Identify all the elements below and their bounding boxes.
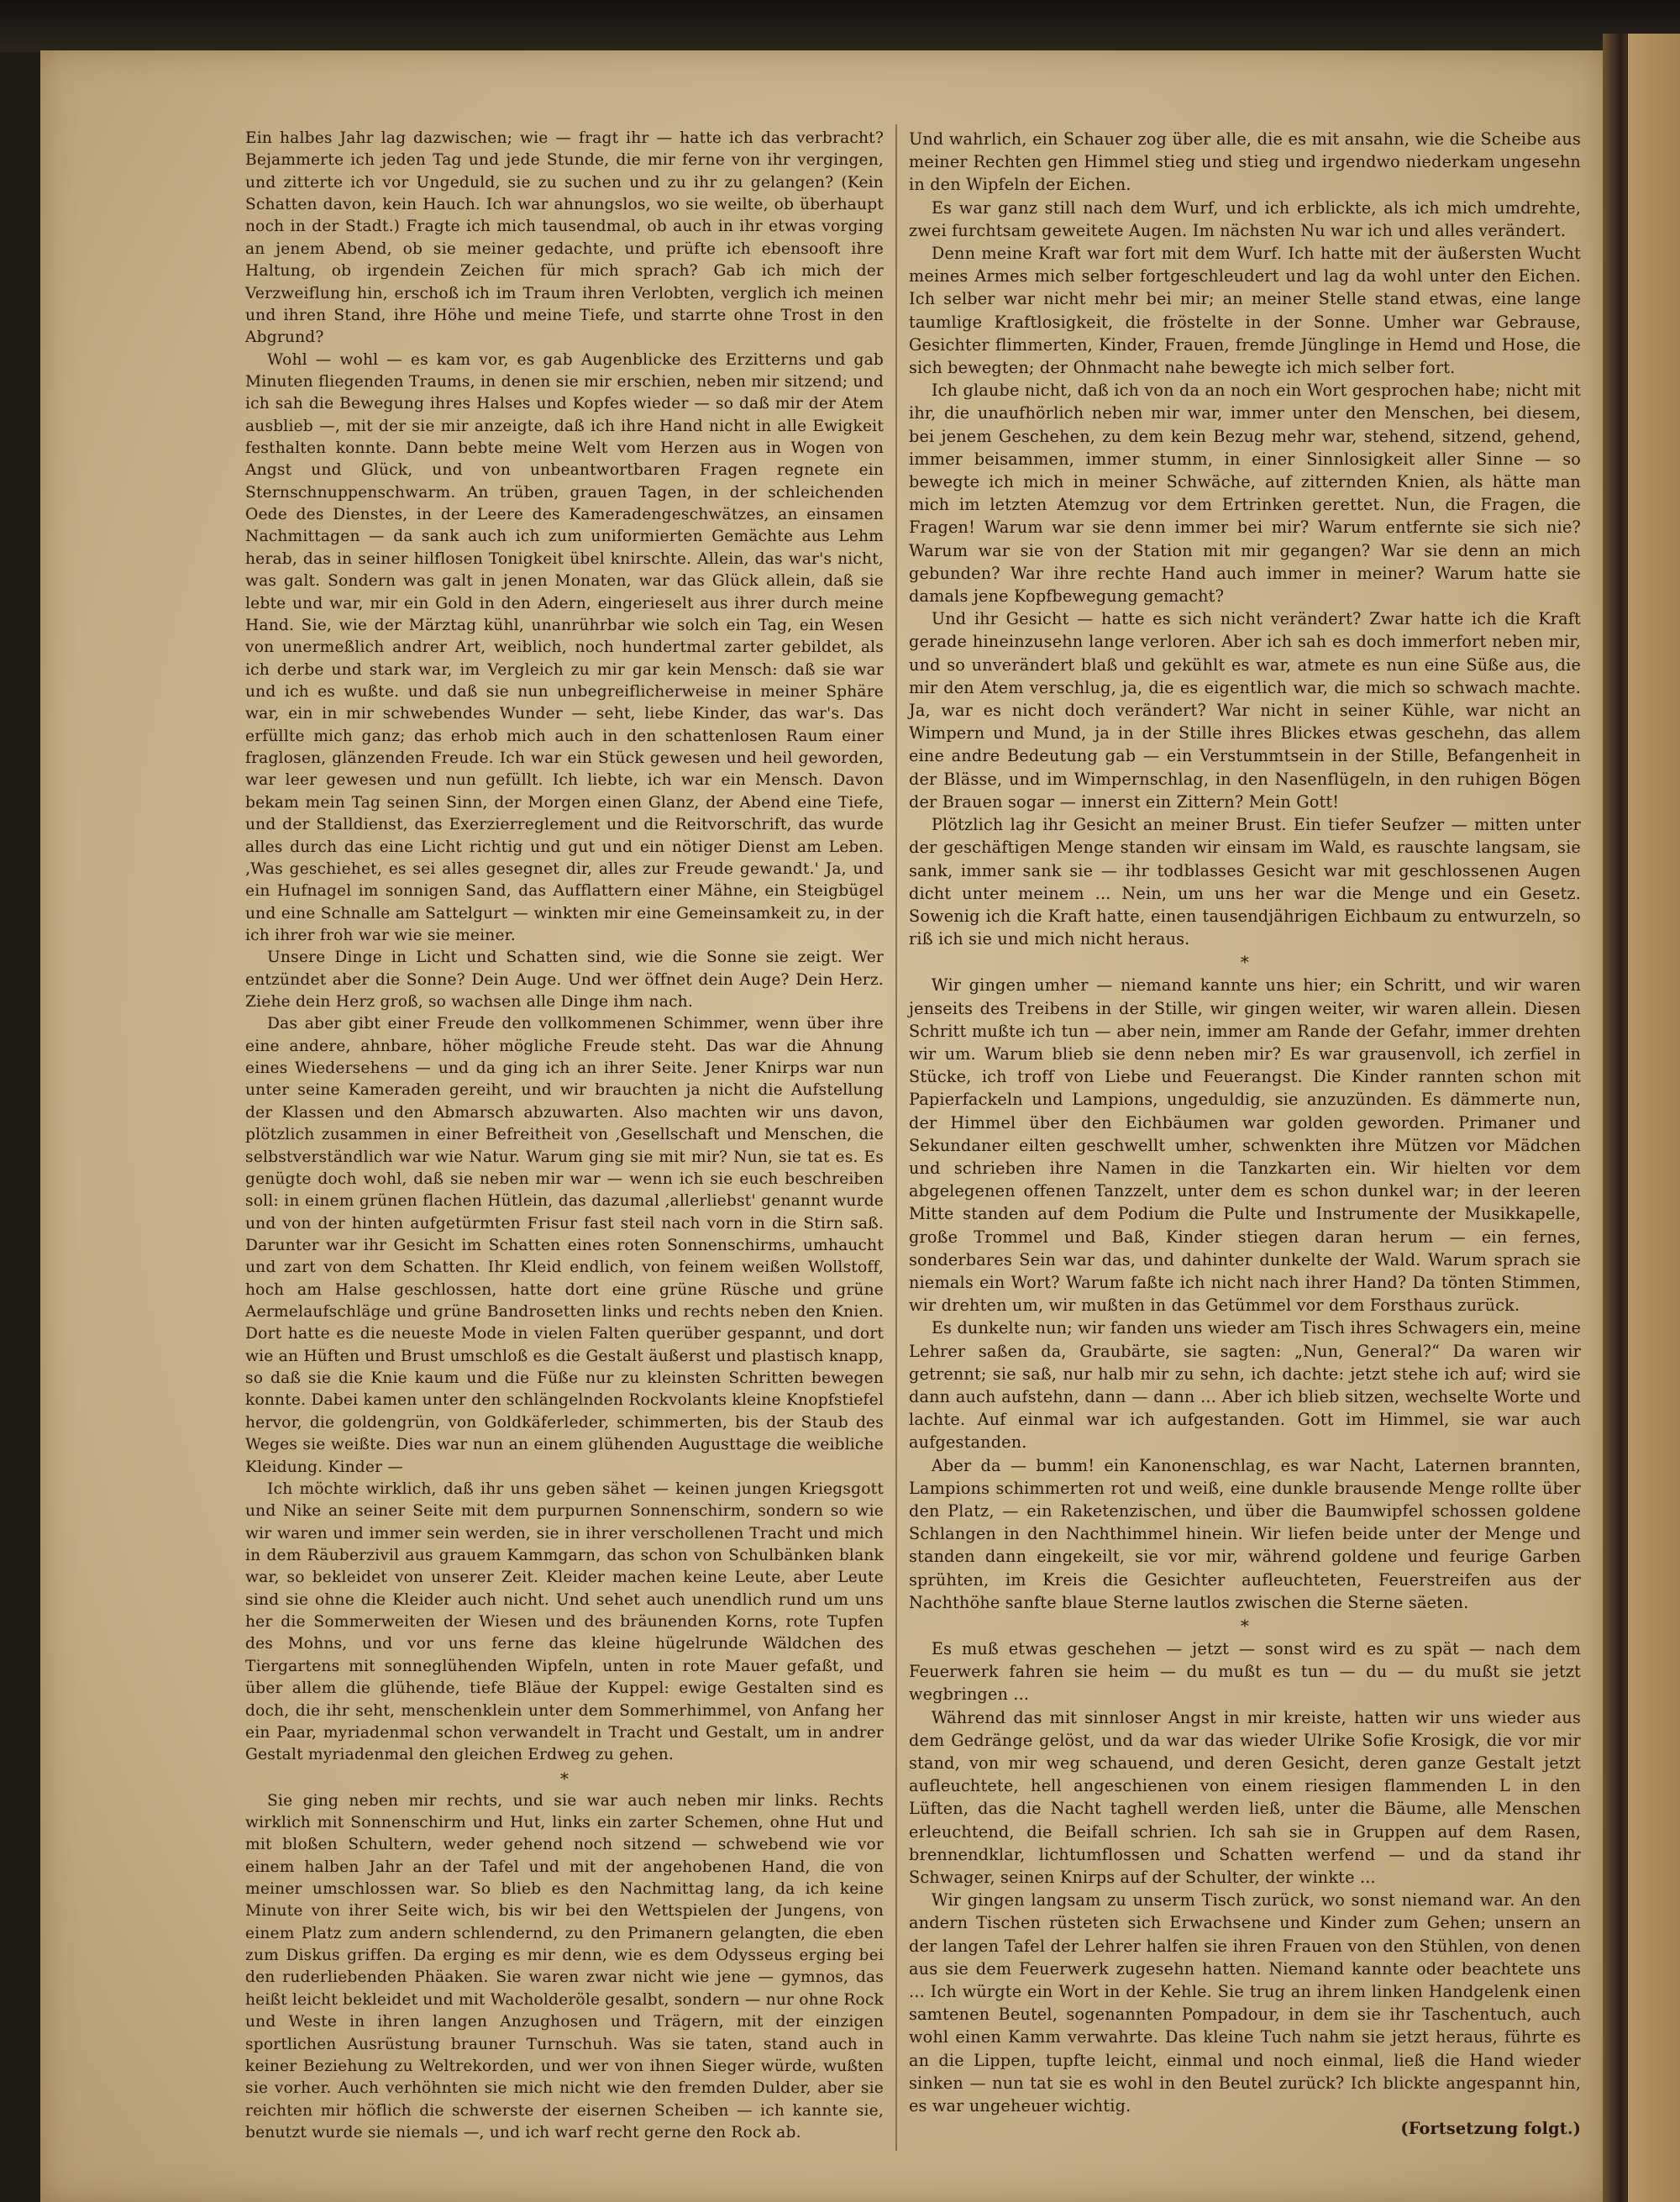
paragraph: Das aber gibt einer Freude den vollkommenen Schimmer, wenn über ihre eine andere, ahnbare, höher mögliche Freude steht. Das war die Ahnung eines Wiedersehens — und da ging ich an ihrer Seite. Jener Knirps war nun unter seine Kameraden gereiht, und wir brauchten ja nicht die Aufstellung der Klassen und den Abmarsch abzuwarten. Also machten wir uns davon, plötzlich zusammen in einer Befreitheit von ‚Gesellschaft und Menschen, die selbstverständlich war wie Natur. Warum ging sie mit mir? Nun, sie tat es. Es genügte doch wohl, daß sie neben mir war — wenn ich sie euch beschreiben soll: in einem grünen flachen Hütlein, das dazumal ‚allerliebst' genannt wurde und von der hinten aufgetürmten Frisur fast steil nach vorn in die Stirn saß. Darunter war ihr Gesicht im Schatten eines roten Sonnenschirms, umhaucht und zart von dem Schatten. Ihr Kleid endlich, von feinem weißen Wollstoff, hoch am Halse geschlossen, hatte dort eine grüne Rüsche und grüne Aermelaufschläge und grüne Bandrosetten links und rechts neben den Knien. Dort hatte es die neueste Mode in vielen Falten querüber gespannt, und dort wie an Hüften und Brust umschloß es die Gestalt äußerst und plastisch knapp, so daß sie die Knie kaum und die Füße nur zu kleinsten Schritten bewegen konnte. Dabei kamen unter den schlängelnden Rockvolants kleine Knopfstiefel hervor, die goldengrün, von Goldkäferleder, schimmerten, bis der Staub des Weges sie weißte. Dies war nun an einem glühenden Augusttage die weibliche Kleidung. Kinder — xyxy=(245,1015,884,1476)
binding-fold xyxy=(1603,34,1628,2202)
paragraph: Und wahrlich, ein Schauer zog über alle, die es mit ansahn, wie die Scheibe aus meiner Rechten gen Himmel stieg und stieg und irgendwo niederkam ungesehn in den Wipfeln der Eichen. xyxy=(909,129,1581,195)
paragraph: Wir gingen umher — niemand kannte uns hier; ein Schritt, und wir waren jenseits des Treibens in der Stille, wir gingen weiter, wir waren allein. Diesen Schritt mußte ich tun — aber nein, immer am Rande der Gefahr, immer drehten wir um. Warum blieb sie denn neben mir? Es war grausenvoll, ich zerfiel in Stücke, ich troff von Liebe und Feuerangst. Die Kinder rannten schon mit Papierfackeln und Lampions, ungeduldig, sie anzuzünden. Es dämmerte nun, der Himmel über den Eichbäumen war golden geworden. Primaner und Sekundaner eilten geschwellt umher, schwenkten ihre Mützen vor Mädchen und schrieben ihre Namen in die Tanzkarten ein. Wir hielten vor dem abgelegenen offenen Tanzzelt, unter dem es schon dunkel war; in der leeren Mitte standen auf dem Podium die Pulte und Instrumente der Musikkapelle, große Trommel und Baß, Kinder stiegen daran herum — ein fernes, sonderbares Sein war das, und dahinter dunkelte der Wald. Warum sprach sie niemals ein Wort? Warum faßte ich nicht nach ihrer Hand? Da tönten Stimmen, wir drehten um, wir mußten in das Getümmel vor dem Forsthaus zurück. xyxy=(909,975,1581,1316)
section-separator: * xyxy=(559,1768,570,1789)
section-separator: * xyxy=(1240,1616,1250,1636)
paragraph: Ich möchte wirklich, daß ihr uns geben sähet — keinen jungen Kriegsgott und Nike an seiner Seite mit dem purpurnen Sonnenschirm, sondern so wie wir waren und immer sein werden, sie in ihrer verschollenen Tracht und mich in dem Räuberzivil aus grauem Kammgarn, das schon von Schulbänken blank war, so bekleidet von unserer Zeit. Kleider machen keine Leute, aber Leute sind sie ohne die Kleider auch nicht. Und sehet auch unendlich rund um uns her die Sommerweiten der Wiesen und des bräunenden Korns, rote Tupfen des Mohns, und vor uns ferne das kleine hügelrunde Wäldchen des Tiergartens mit sonneglühenden Wipfeln, unten in rote Mauer gefaßt, und über allem die glühende, tiefe Bläue der Kuppel: ewige Gestalten sind es doch, die ihr seht, menschenklein unter dem Sommerhimmel, von Anfang her ein Paar, myriadenmal schon verwandelt in Tracht und Gestalt, um in andrer Gestalt myriadenmal den gleichen Erdweg zu gehen. xyxy=(245,1479,884,1764)
paragraph: Ein halbes Jahr lag dazwischen; wie — fragt ihr — hatte ich das verbracht? Bejammerte ich jeden Tag und jede Stunde, die mir ferne von ihr vergingen, und zitterte ich vor Ungeduld, sie zu suchen und zu ihr zu gelangen? (Kein Schatten davon, kein Hauch. Ich war ahnungslos, wo sie weilte, ob überhaupt noch in der Stadt.) Fragte ich mich tausendmal, ob auch in ihr etwas vorging an jenem Abend, ob sie meiner gedachte, und prüfte ich ebensooft ihre Haltung, ob irgendein Zeichen für mich sprach? Gab ich mich der Verzweiflung hin, erschoß ich im Traum ihren Verlobten, verglich ich meinen und ihren Stand, ihre Höhe und meine Tiefe, und starrte ohne Trost in den Abgrund? xyxy=(245,129,884,347)
section-separator: * xyxy=(1240,952,1250,973)
continuation-note-row xyxy=(909,2117,1581,2140)
paragraph: Es muß etwas geschehen — jetzt — sonst wird es zu spät — nach dem Feuerwerk fahren sie heim — du mußt es tun — du — du mußt sie jetzt wegbringen ... xyxy=(909,1639,1581,1705)
right-column xyxy=(909,128,1581,2140)
paragraph: Plötzlich lag ihr Gesicht an meiner Brust. Ein tiefer Seufzer — mitten unter der geschäftigen Menge standen wir einsam im Wald, es rauschte langsam, sie sank, immer sank sie — ihr todblasses Gesicht war mit geschlossenen Augen dicht unter meinem ... Nein, um uns her war die Menge und ein Gesetz. Sowenig ich die Kraft hatte, einen tausendjährigen Eichbaum zu entwurzeln, so riß ich sie und mich nicht heraus. xyxy=(909,815,1581,949)
paragraph: Es dunkelte nun; wir fanden uns wieder am Tisch ihres Schwagers ein, meine Lehrer saßen da, Graubärte, sie sagten: „Nun, General?“ Da waren wir getrennt; sie saß, nur halb mir zu sehn, ich dachte: jetzt stehe ich auf; wird sie dann auch aufstehn, dann — dann ... Aber ich blieb sitzen, wechselte Worte und lachte. Auf einmal war ich aufgestanden. Gott im Himmel, sie war auch aufgestanden. xyxy=(909,1318,1581,1453)
scan-dark-edge xyxy=(0,0,1680,52)
paragraph: Wohl — wohl — es kam vor, es gab Augenblicke des Erzitterns und gab Minuten fliegenden Traums, in denen sie mir erschien, neben mir sitzend; und ich sah die Bewegung ihres Halses und Kopfes wieder — so daß mir der Atem ausblieb —, mit der sie mir anzeigte, daß ich ihre Hand nicht in alle Ewigkeit festhalten konnte. Dann bebte meine Welt vom Herzen aus in Wogen von Angst und Glück, und von unbeantwortbaren Fragen regnete ein Sternschnuppenschwarm. An trüben, grauen Tagen, in der schleichenden Oede des Dienstes, in der Leere des Kameradengeschwätzes, an einsamen Nachmittagen — da sank auch ich zum uniformierten Gemächte aus Lehm herab, das in seiner hilflosen Tonigkeit übel knirschte. Allein, das war's nicht, was galt. Sondern was galt in jenen Monaten, war das Glück allein, daß sie lebte und war, mir ein Gold in den Adern, eingerieselt aus ihrer durch meine Hand. Sie, wie der Märztag kühl, unanrührbar wie solch ein Tag, ein Wesen von unermeßlich andrer Art, weiblich, noch hundertmal zarter gebildet, als ich derbe und stark war, im Vergleich zu mir gar kein Mensch: daß sie war und ich es wußte. und daß sie nun unbegreiflicherweise in meiner Sphäre war, ein in mir schwebendes Wunder — seht, liebe Kinder, das war's. Das erfüllte mich ganz; das erhob mich auch in den schattenlosen Raum einer fraglosen, glänzenden Freude. Ich war ein Stück gewesen und heil geworden, war leer gewesen und nun gefüllt. Ich liebte, ich war ein Mensch. Davon bekam mein Tag seinen Sinn, der Morgen einen Glanz, der Abend eine Tiefe, und der Stalldienst, das Exerzierreglement und die Reitvorschrift, das wurde alles durch das eine Licht richtig und gut und ein nötiger Dienst am Leben. ‚Was geschiehet, es sei alles gesegnet dir, alles zur Freude gewandt.' Ja, und ein Hufnagel im sonnigen Sand, das Aufflattern einer Mähne, ein Steigbügel und eine Schnalle am Sattelgurt — winkten mir eine Gemeinsamkeit zu, in der ich ihrer froh war wie sie meiner. xyxy=(245,350,884,944)
paragraph: Es war ganz still nach dem Wurf, und ich erblickte, als ich mich umdrehte, zwei furchtsam geweitete Augen. Im nächsten Nu war ich und alles verändert. xyxy=(909,197,1581,240)
paragraph: Ich glaube nicht, daß ich von da an noch ein Wort gesprochen habe; nicht mit ihr, die unaufhörlich neben mir war, immer unter den Menschen, bei diesem, bei jenem Geschehen, zu dem kein Bezug mehr war, stehend, sitzend, gehend, immer beisammen, immer stumm, in einer Sinnlosigkeit aller Sinne — so bewegte ich mich in meiner Schwäche, auf zitternden Knien, als hätte man mich im letzten Atemzug vor dem Ertrinken gerettet. Nun, die Fragen, die Fragen! Warum war sie denn immer bei mir? Warum entfernte sie sich nie? Warum war sie von der Station mit mir gegangen? War sie denn an mich gebunden? War ihre rechte Hand auch immer in meiner? Warum hatte sie damals jene Kopfbewegung gemacht? xyxy=(909,381,1581,607)
paragraph: Während das mit sinnloser Angst in mir kreiste, hatten wir uns wieder aus dem Gedränge gelöst, und da war das wieder Ulrike Sofie Krosigk, die vor mir stand, von mir weg schauend, und deren Gesicht, deren ganze Gestalt jetzt aufleuchtete, hell angeschienen von einem riesigen flammenden L in den Lüften, das die Nacht taghell werden ließ, unter die Bäume, alle Menschen erleuchtend, die Beifall schrien. Ich sah sie in Gruppen auf dem Rasen, brennendklar, lichtumflossen und Schatten werfend — und da stand ihr Schwager, seinen Knirps auf der Schulter, der winkte ... xyxy=(909,1707,1581,1888)
paragraph: Aber da — bumm! ein Kanonenschlag, es war Nacht, Laternen brannten, Lampions schimmerten rot und weiß, eine dunkle brausende Menge rollte über den Platz, — ein Raketenzischen, und über die Baumwipfel schossen goldene Schlangen in den Nachthimmel hinein. Wir liefen beide unter der Menge und standen dann eingekeilt, sie vor mir, während goldene und feurige Garben sprühten, im Kreis die Gesichter aufleuchteten, Feuerstreifen aus der Nachthöhe sanfte blaue Sterne lautlos zwischen die Sterne säeten. xyxy=(909,1455,1581,1612)
paragraph: Wir gingen langsam zu unserm Tisch zurück, wo sonst niemand war. An den andern Tischen rüsteten sich Erwachsene und Kinder zum Gehen; unsern an der langen Tafel der Lehrer halfen sie ihren Frauen von den Stühlen, von denen aus sie dem Feuerwerk zugesehn hatten. Niemand kannte oder beachtete uns ... Ich würgte ein Wort in der Kehle. Sie trug an ihrem linken Handgelenk einen samtenen Beutel, sogenannten Pompadour, in dem sie ihr Taschentuch, auch wohl einen Kamm verwahrte. Das kleine Tuch nahm sie jetzt heraus, führte es an die Lippen, tupfte leicht, einmal und noch einmal, ließ die Hand wieder sinken — nun tat sie es wohl in den Beutel zurück? Ich blickte angespannt hin, es war ungeheuer wichtig. xyxy=(909,1890,1581,2116)
left-column xyxy=(245,128,884,2144)
paragraph: Sie ging neben mir rechts, und sie war auch neben mir links. Rechts wirklich mit Sonnenschirm und Hut, links ein zarter Schemen, ohne Hut und mit bloßen Schultern, weder gehend noch sitzend — schwebend wie vor einem halben Jahr an der Tafel und mit der angehobenen Hand, die von meiner umschlossen war. So blieb es den Nachmittag lang, da ich keine Minute von ihrer Seite wich, bis wir bei den Wettspielen der Jungens, von einem Platz zum andern schlendernd, zu den Primanern gelangten, die eben zum Diskus griffen. Da erging es mir denn, wie es dem Odysseus erging bei den ruderliebenden Phäaken. Sie waren zwar nicht wie jene — gymnos, das heißt leicht bekleidet und mit Wacholderöle gesalbt, sondern — nur ohne Rock und Weste in ihren langen Anzughosen und Trägern, mit der einzigen sportlichen Ausrüstung brauner Turnschuh. Was sie taten, stand auch in keiner Beziehung zu Weltrekorden, und wer von ihnen Sieger würde, wußten sie vorher. Auch verhöhnten sie mich nicht wie den fremden Dulder, aber sie reichten mir höflich die schwerste der eisernen Scheiben — ich kannte sie, benutzt wurde sie niemals —, und ich warf recht gerne den Rock ab. xyxy=(245,1791,884,2142)
paragraph: Unsere Dinge in Licht und Schatten sind, wie die Sonne sie zeigt. Wer entzündet aber die Sonne? Dein Auge. Und wer öffnet dein Auge? Dein Herz. Ziehe dein Herz groß, so wachsen alle Dinge ihm nach. xyxy=(245,949,884,1012)
paragraph: Und ihr Gesicht — hatte es sich nicht verändert? Zwar hatte ich die Kraft gerade hineinzusehn lange verloren. Aber ich sah es doch immerfort neben mir, und so unverändert blaß und gekühlt es war, atmete es nun eine Süße aus, die mir den Atem verschlug, ja, die es eigentlich war, die mich so schwach machte. Ja, war es nicht doch verändert? War nicht in seiner Kühle, war nicht an Wimpern und Mund, ja in der Stille ihres Blickes etwas geschehn, das allem eine andre Bedeutung gab — ein Verstummtsein in der Stille, Befangenheit in der Blässe, und im Wimpernschlag, in den Nasenflügeln, in den ruhigen Bögen der Brauen sogar — innerst ein Zittern? Mein Gott! xyxy=(909,609,1581,812)
continuation-note: (Fortsetzung folgt.) xyxy=(1400,2119,1581,2139)
paragraph: Denn meine Kraft war fort mit dem Wurf. Ich hatte mit der äußersten Wucht meines Armes mich selber fortgeschleudert und lag da wohl unter den Eichen. Ich selber war nicht mehr bei mir; an meiner Stelle stand etwas, eine lange taumlige Kraftlosigkeit, die fröstelte in der Sonne. Umher war Gebrause, Gesichter flimmerten, Kinder, Frauen, fremde Jünglinge in Hemd und Hose, die sich bewegten; der Ohnmacht nahe bewegte ich mich selber fort. xyxy=(909,244,1581,378)
adjacent-page-edge xyxy=(1628,34,1680,2202)
column-divider xyxy=(895,124,897,2151)
